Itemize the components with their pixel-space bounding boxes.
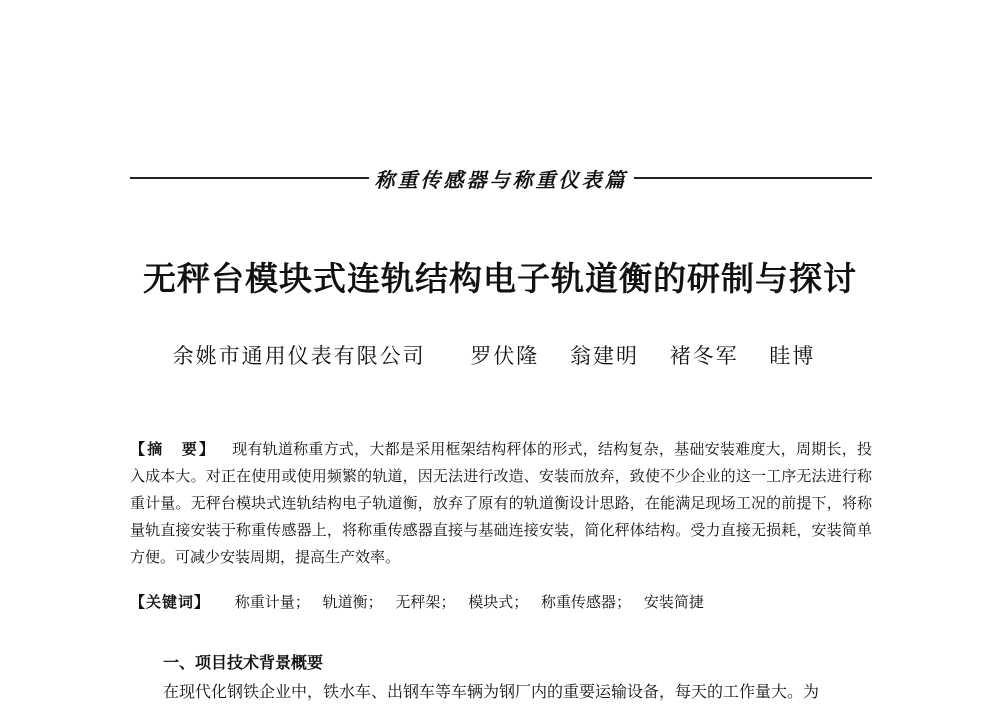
abstract-label: 【摘 要】	[130, 440, 217, 458]
keywords-label: 【关键词】	[130, 593, 211, 611]
keyword-list: 称重计量； 轨道衡； 无秤架； 模块式； 称重传感器； 安装简捷	[234, 593, 704, 611]
section-header	[130, 164, 872, 192]
keyword: 称重传感器	[541, 593, 617, 611]
abstract-text: 现有轨道称重方式，大都是采用框架结构秤体的形式，结构复杂，基础安装难度大，周期长，投入成本大。对正在使用或使用频繁的轨道，因无法进行改造、安装而放弃，致使不少企业的这一工序无法进行称重计量。无秤台模块式连轨结构电子轨道衡，放弃了原有的轨道衡设计思路，在能满足现场工况的前提下，将称量轨直接安装于称重传感器上，将称重传感器直接与基础连接安装，简化秤体结构。受力直接无损耗，安装简单方便。可减少安装周期，提高生产效率。	[130, 440, 872, 566]
keyword: 模块式	[468, 593, 514, 611]
author-name: 褚冬军	[669, 344, 739, 368]
author-name: 眭博	[769, 344, 816, 368]
body-paragraph: 在现代化钢铁企业中，铁水车、出钢车等车辆为钢厂内的重要运输设备，每天的工作量大。为	[163, 682, 820, 701]
section-heading: 一、项目技术背景概要	[163, 653, 324, 672]
keyword: 无秤架	[395, 593, 441, 611]
keyword: 轨道衡	[322, 593, 368, 611]
keyword: 称重计量	[234, 593, 295, 611]
author-name: 罗伏隆	[470, 344, 540, 368]
affiliation: 余姚市通用仪表有限公司	[172, 344, 426, 368]
header-rule-right	[634, 177, 873, 179]
author-line	[0, 340, 1000, 370]
section-header-label: 称重传感器与称重仪表篇	[374, 167, 628, 192]
keywords	[130, 589, 872, 616]
author-name: 翁建明	[570, 344, 639, 368]
header-rule-left	[130, 177, 369, 179]
keyword: 安装简捷	[643, 593, 704, 611]
paper-title: 无秤台模块式连轨结构电子轨道衡的研制与探讨	[143, 259, 857, 298]
abstract	[130, 436, 872, 571]
